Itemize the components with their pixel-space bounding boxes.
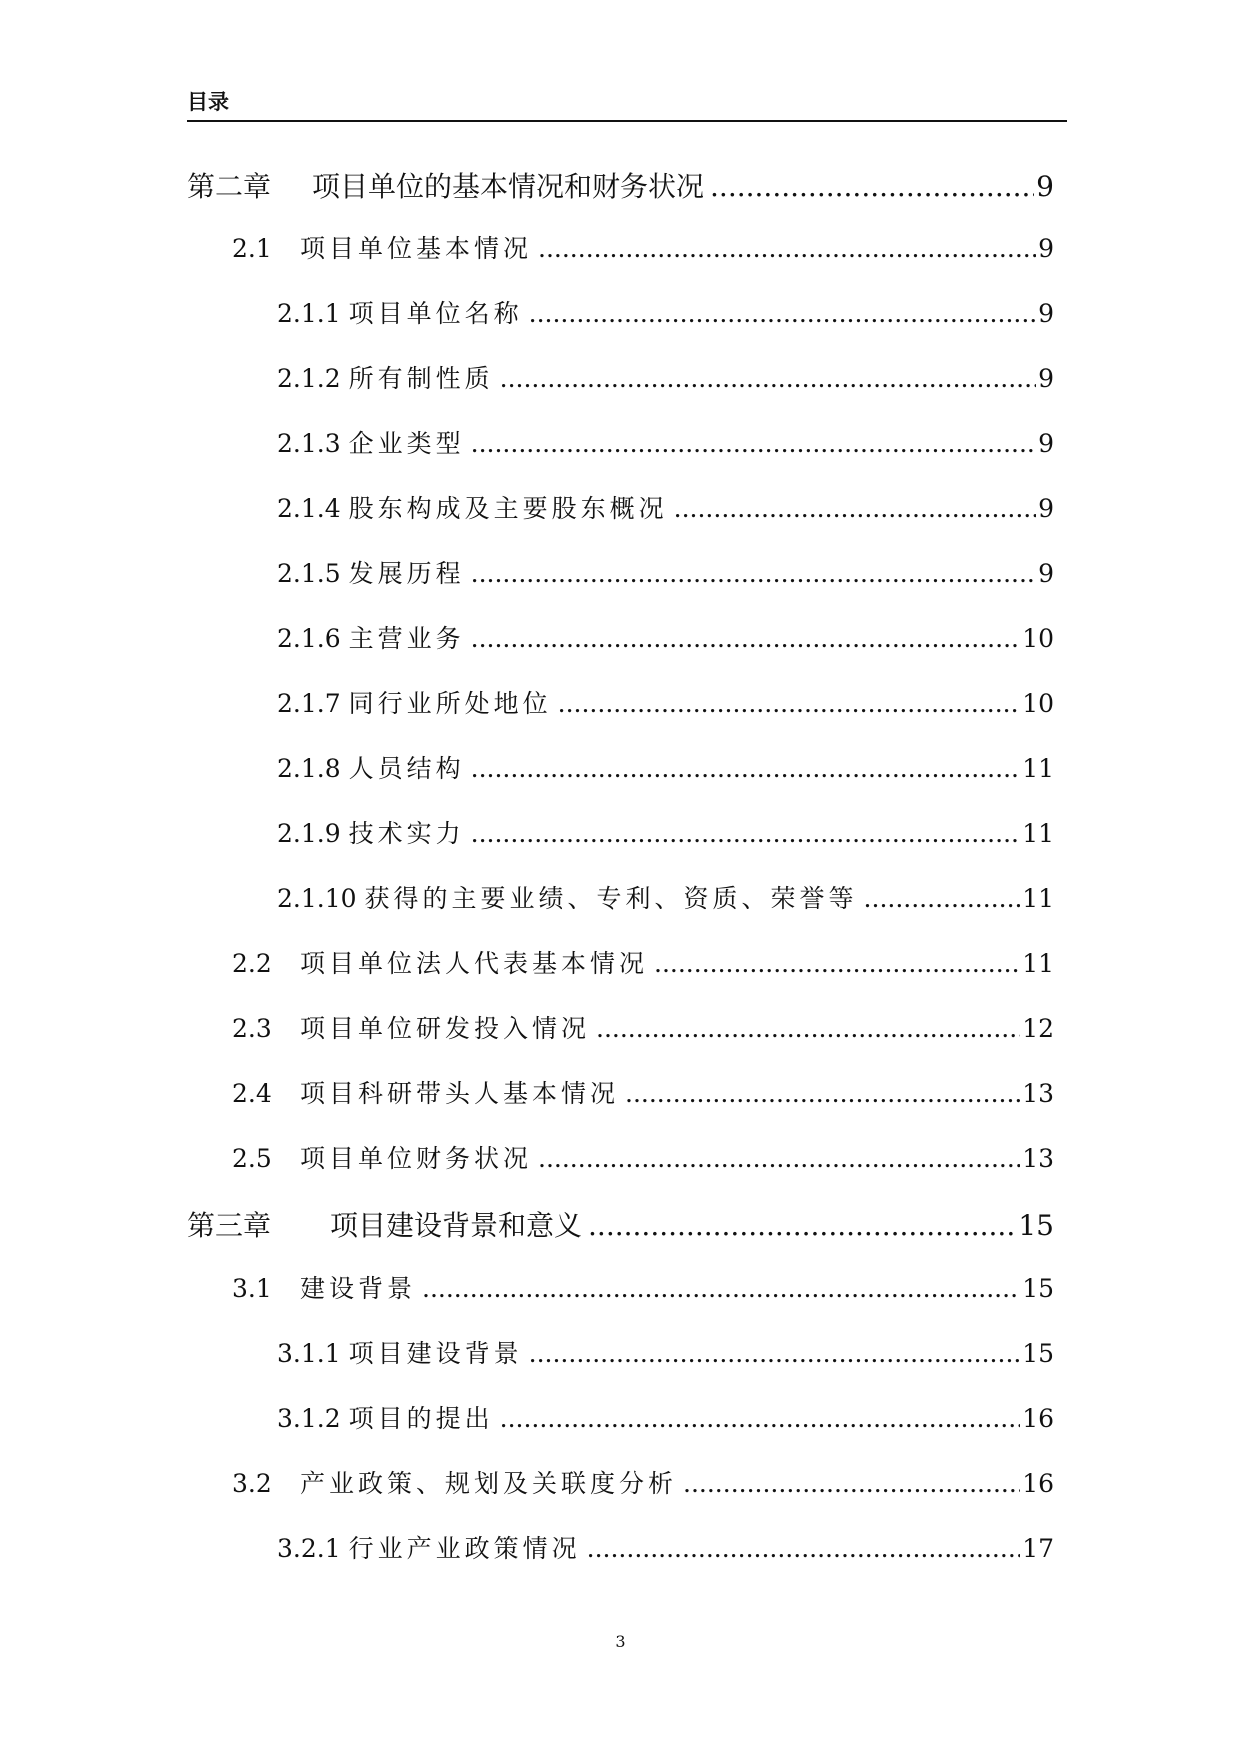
toc-entry-2-1-8[interactable]: [277, 749, 1054, 789]
toc-entry-title: 项目单位的基本情况和财务状况: [312, 170, 705, 203]
toc-entry-number: 2.1.9: [277, 819, 341, 848]
toc-entry-page: 15: [1022, 1339, 1054, 1368]
toc-entry-2-1-10[interactable]: [277, 879, 1054, 919]
toc-entry-number: 2.3: [232, 1014, 272, 1043]
toc-entry-page: 9: [1038, 299, 1054, 328]
toc-dot-leader: [596, 1014, 1020, 1043]
toc-entry-page: 9: [1038, 364, 1054, 393]
toc-entry-page: 11: [1022, 884, 1054, 913]
toc-dot-leader: [674, 494, 1036, 523]
toc-entry-page: 9: [1038, 234, 1054, 263]
toc-entry-2-1-5[interactable]: [277, 554, 1054, 594]
toc-entry-title: 主营业务: [348, 624, 465, 653]
toc-entry-number: 第三章: [187, 1209, 272, 1242]
toc-entry-number: 2.1.3: [277, 429, 341, 458]
page-number: 3: [615, 1632, 626, 1651]
toc-entry-number: 2.1.4: [277, 494, 341, 523]
toc-entry-number: 2.1.6: [277, 624, 341, 653]
toc-entry-title: 获得的主要业绩、专利、资质、荣誉等: [364, 884, 858, 913]
toc-entry-2-5[interactable]: [232, 1139, 1054, 1179]
toc-entry-title: 项目的提出: [348, 1404, 494, 1433]
page-header: [187, 88, 1067, 120]
toc-entry-number: 2.4: [232, 1079, 272, 1108]
toc-entry-2-1-6[interactable]: [277, 619, 1054, 659]
toc-entry-chapter-3[interactable]: [187, 1204, 1054, 1244]
toc-entry-2-1-3[interactable]: [277, 424, 1054, 464]
toc-entry-3-1[interactable]: [232, 1269, 1054, 1309]
toc-entry-2-3[interactable]: [232, 1009, 1054, 1049]
toc-entry-page: 11: [1022, 949, 1054, 978]
toc-dot-leader: [654, 949, 1020, 978]
toc-entry-chapter-2[interactable]: [187, 165, 1054, 205]
toc-entry-number: 2.2: [232, 949, 272, 978]
toc-entry-page: 9: [1036, 170, 1054, 203]
toc-dot-leader: [588, 1209, 1016, 1242]
toc-entry-title: 项目单位名称: [348, 299, 523, 328]
toc-entry-number: 3.1.1: [277, 1339, 341, 1368]
toc-entry-number: 2.1.10: [277, 884, 357, 913]
toc-entry-title: 产业政策、规划及关联度分析: [300, 1469, 678, 1498]
toc-entry-title: 技术实力: [348, 819, 465, 848]
toc-dot-leader: [529, 299, 1036, 328]
toc-entry-page: 16: [1022, 1404, 1054, 1433]
toc-dot-leader: [471, 559, 1036, 588]
toc-entry-number: 3.2: [232, 1469, 272, 1498]
toc-entry-page: 10: [1022, 689, 1054, 718]
toc-dot-leader: [422, 1274, 1020, 1303]
toc-entry-page: 9: [1038, 494, 1054, 523]
toc-entry-2-2[interactable]: [232, 944, 1054, 984]
toc-entry-page: 17: [1022, 1534, 1054, 1563]
toc-entry-title: 项目单位研发投入情况: [300, 1014, 591, 1043]
toc-entry-number: 3.2.1: [277, 1534, 341, 1563]
toc-entry-2-1-7[interactable]: [277, 684, 1054, 724]
toc-entry-number: 2.1.2: [277, 364, 341, 393]
toc-dot-leader: [529, 1339, 1021, 1368]
toc-entry-page: 11: [1022, 754, 1054, 783]
toc-entry-title: 所有制性质: [348, 364, 494, 393]
toc-entry-number: 3.1: [232, 1274, 272, 1303]
toc-entry-number: 第二章: [187, 170, 272, 203]
toc-dot-leader: [471, 624, 1021, 653]
toc-dot-leader: [864, 884, 1021, 913]
toc-entry-title: 项目单位财务状况: [300, 1144, 533, 1173]
toc-entry-page: 15: [1022, 1274, 1054, 1303]
toc-dot-leader: [538, 234, 1036, 263]
toc-entry-page: 9: [1038, 559, 1054, 588]
toc-entry-page: 13: [1022, 1079, 1054, 1108]
toc-entry-page: 12: [1022, 1014, 1054, 1043]
toc-dot-leader: [471, 429, 1036, 458]
toc-dot-leader: [710, 170, 1034, 203]
toc-dot-leader: [625, 1079, 1020, 1108]
toc-entry-2-1-9[interactable]: [277, 814, 1054, 854]
toc-entry-3-1-2[interactable]: [277, 1399, 1054, 1439]
toc-dot-leader: [558, 689, 1021, 718]
toc-entry-2-1-4[interactable]: [277, 489, 1054, 529]
toc-entry-title: 企业类型: [348, 429, 465, 458]
toc-entry-number: 2.1.5: [277, 559, 341, 588]
toc-entry-2-4[interactable]: [232, 1074, 1054, 1114]
toc-dot-leader: [471, 754, 1021, 783]
toc-dot-leader: [683, 1469, 1020, 1498]
toc-dot-leader: [500, 364, 1036, 393]
toc-entry-page: 10: [1022, 624, 1054, 653]
toc-dot-leader: [471, 819, 1021, 848]
toc-entry-page: 15: [1018, 1209, 1054, 1242]
toc-entry-number: 2.1.7: [277, 689, 341, 718]
toc-dot-leader: [538, 1144, 1020, 1173]
toc-entry-title: 建设背景: [300, 1274, 417, 1303]
toc-entry-2-1[interactable]: [232, 229, 1054, 269]
toc-entry-title: 股东构成及主要股东概况: [348, 494, 668, 523]
toc-entry-page: 13: [1022, 1144, 1054, 1173]
toc-entry-title: 项目建设背景和意义: [330, 1209, 583, 1242]
header-title: 目录: [187, 90, 229, 114]
toc-entry-title: 项目单位法人代表基本情况: [300, 949, 649, 978]
toc-entry-title: 同行业所处地位: [348, 689, 552, 718]
toc-entry-title: 项目单位基本情况: [300, 234, 533, 263]
toc-entry-title: 项目建设背景: [348, 1339, 523, 1368]
toc-entry-number: 2.5: [232, 1144, 272, 1173]
toc-dot-leader: [587, 1534, 1021, 1563]
toc-entry-page: 11: [1022, 819, 1054, 848]
toc-entry-number: 2.1.1: [277, 299, 341, 328]
toc-entry-number: 3.1.2: [277, 1404, 341, 1433]
toc-entry-number: 2.1.8: [277, 754, 341, 783]
toc-entry-3-2[interactable]: [232, 1464, 1054, 1504]
toc-entry-3-1-1[interactable]: [277, 1334, 1054, 1374]
header-divider: [187, 120, 1067, 122]
toc-entry-title: 项目科研带头人基本情况: [300, 1079, 620, 1108]
toc-entry-title: 人员结构: [348, 754, 465, 783]
toc-entry-2-1-1[interactable]: [277, 294, 1054, 334]
toc-entry-page: 16: [1022, 1469, 1054, 1498]
toc-entry-page: 9: [1038, 429, 1054, 458]
toc-entry-2-1-2[interactable]: [277, 359, 1054, 399]
toc-dot-leader: [500, 1404, 1021, 1433]
toc-entry-title: 发展历程: [348, 559, 465, 588]
toc-entry-number: 2.1: [232, 234, 272, 263]
toc-entry-3-2-1[interactable]: [277, 1529, 1054, 1569]
toc-entry-title: 行业产业政策情况: [348, 1534, 581, 1563]
